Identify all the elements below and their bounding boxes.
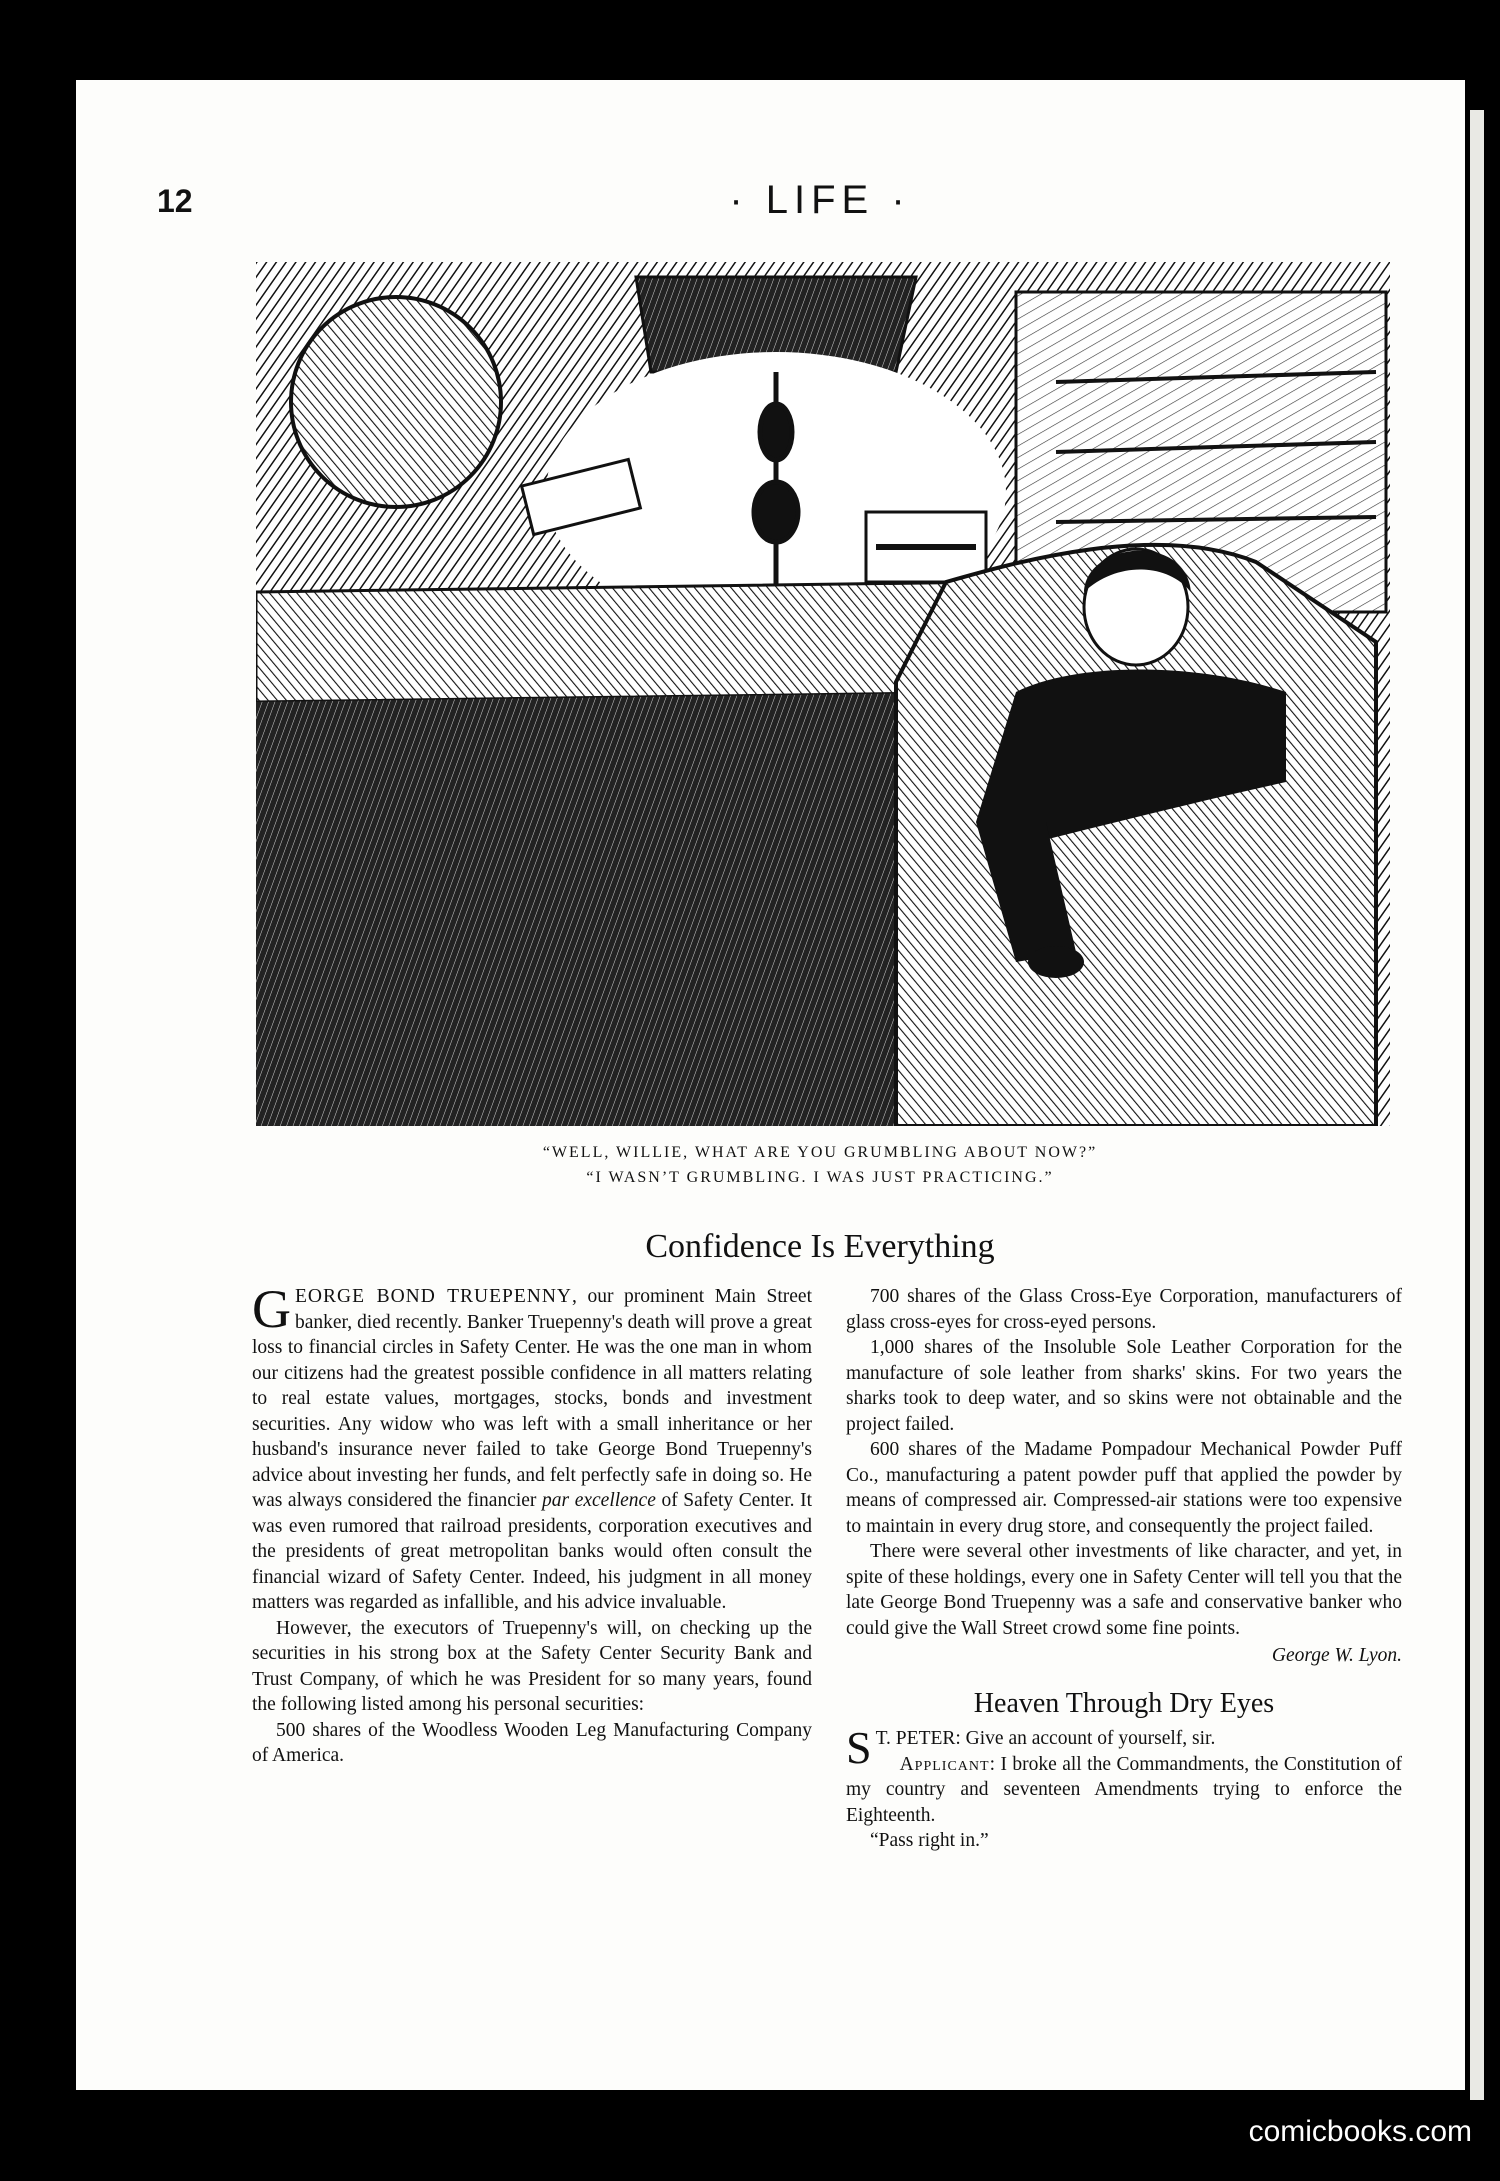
article-paragraph: However, the executors of Truepenny's will, on checking up the securities in his strong box at the Safety Center Security Bank and Trust Company, of which he was President for so many years, found the following listed among his personal securities: [252, 1617, 812, 1715]
article-paragraph: There were several other investments of like character, and yet, in spite of these holdings, every one in Safety Center will tell you that the late George Bond Truepenny was a safe and conservative banker who could give the Wall Street crowd some fine points. [846, 1541, 1402, 1639]
article-paragraph: 600 shares of the Madame Pompadour Mechanical Powder Puff Co., manufacturing a patent powder puff that applied the powder by means of compressed air. Compressed-air stations were too expensive to maintain in every drug store, and consequently the project failed. [846, 1439, 1402, 1537]
drop-cap: G [252, 1279, 291, 1339]
article-paragraph: 700 shares of the Glass Cross-Eye Corporation, manufacturers of glass cross-eyes for cross-eyed persons. [846, 1286, 1402, 1333]
article-paragraph: “Pass right in.” [870, 1830, 989, 1851]
speaker-label: Applicant [899, 1753, 990, 1775]
article-paragraph: S T. PETER: Give an account of yourself, sir. [846, 1722, 1216, 1773]
lead-name: EORGE BOND TRUEPENNY [295, 1286, 572, 1307]
masthead: · LIFE · [729, 178, 911, 222]
caption-line-1: “WELL, WILLIE, WHAT ARE YOU GRUMBLING ABOUT NOW?” [542, 1144, 1098, 1161]
author-signature: George W. Lyon. [1271, 1645, 1402, 1666]
article-column-left [252, 1279, 812, 1769]
cartoon-illustration [256, 262, 1390, 1126]
next-page-edge [1470, 110, 1484, 2100]
article-paragraph: GEORGE BOND TRUEPENNY, our prominent Main Street banker, died recently. Banker Truepenny's death will prove a great loss to financial circles in Safety Center. He was the one man in whom our citizens had the greatest possible confidence in all matters relating to real estate values, mortgages, stocks, bonds and investment securities. Any widow who was left with a small inheritance or her husband's insurance never failed to take George Bond Truepenny's advice about investing her funds, and felt perfectly safe in doing so. He was always considered the financier par excellence of Safety Center. It was even rumored that railroad presidents, corporation executives and the presidents of great metropolitan banks would often consult the financial wizard of Safety Center. Indeed, his judgment in all money matters was regarded as infallible, and his advice invaluable. [252, 1279, 812, 1613]
article-column-right [846, 1284, 1402, 1854]
second-article-title: Heaven Through Dry Eyes [973, 1687, 1275, 1719]
article-paragraph: 500 shares of the Woodless Wooden Leg Manufacturing Company of America. [252, 1719, 812, 1766]
article-paragraph: Applicant: I broke all the Commandments, the Constitution of my country and seventeen Amendments trying to enforce the Eighteenth. [846, 1753, 1402, 1826]
italic-phrase: par excellence [542, 1490, 656, 1511]
caption-line-2: “I WASN’T GRUMBLING. I WAS JUST PRACTICING.” [586, 1169, 1054, 1186]
site-watermark: comicbooks.com [1248, 2115, 1472, 2148]
article-paragraph: 1,000 shares of the Insoluble Sole Leather Corporation for the manufacture of sole leather from sharks' skins. For two years the sharks took to deep water, and so skins were not obtainable and the project failed. [846, 1337, 1402, 1435]
article-title: Confidence Is Everything [645, 1228, 995, 1265]
page-number: 12 [157, 183, 193, 219]
drop-cap: S [846, 1722, 872, 1773]
illustration-caption [430, 1140, 1210, 1190]
